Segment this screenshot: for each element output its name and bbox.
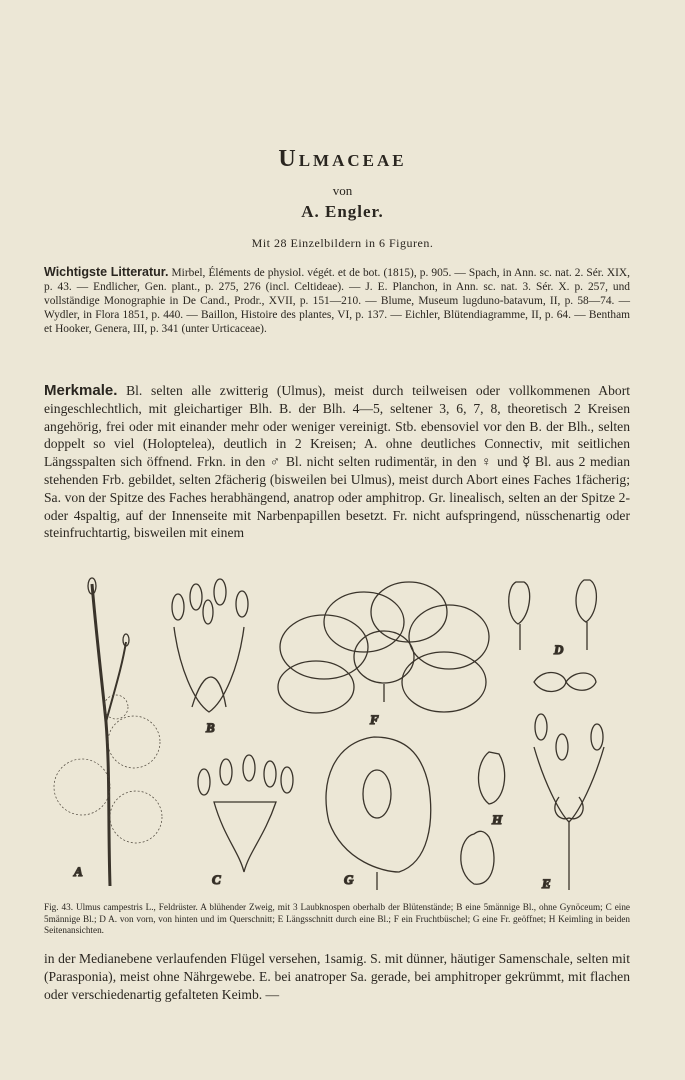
figure-label-b: B (206, 720, 215, 735)
figure-label-h: H (492, 812, 503, 827)
page-title: Ulmaceae (278, 146, 407, 172)
merkmale-paragraph (44, 382, 630, 542)
figure-label-g: G (344, 872, 354, 887)
merkmale-text: Bl. selten alle zwitterig (Ulmus), meist durch teilweisen oder vollkommenen Abort eingeschlechtlich, mit gleichartiger Blh. B. der Blh. 4—5, seltener 3, 6, 7, 8, theoretisch 2 Kreisen angehörig, frei oder mit einander mehr oder weniger vereinigt. Stb. ebensoviel vor den B. der Blh., selten doppelt so viel (Holoptelea), deutlich in 2 Kreisen; A. ohne deutliches Connectiv, mit seitlichen Längsspalten sich öffnend. Frkn. in den ♂ Bl. nicht selten rudimentär, in den ♀ und ☿ Bl. aus 2 median stehenden Frb. gebildet, selten 2fächerig (bisweilen bei Ulmus), meist durch Abort eines Faches 1fächerig; Sa. von der Spitze des Faches herabhängend, anatrop oder amphitrop. Gr. linealisch, selten an der Spitze 2- oder 4spaltig, auf der Innenseite mit Narbenpapillen besetzt. Fr. nicht aufspringend, nüsschenartig oder steinfruchtartig, bisweilen mit einem (44, 383, 630, 541)
figure-label-e: E (542, 876, 551, 891)
figure-f-fruit-cluster (278, 582, 489, 727)
figure-b-flower (172, 579, 248, 735)
figure-label-a: A (74, 864, 83, 879)
illustration-note: Mit 28 Einzelbildern in 6 Figuren. (251, 236, 434, 250)
figure-a-flowering-twig (54, 578, 162, 886)
figure-g-opened-fruit (326, 737, 431, 890)
continuation-paragraph: in der Medianebene verlaufenden Flügel versehen, 1samig. S. mit dünner, häutiger Samenschale, selten mit (Parasponia), meist ohne Nährgewebe. E. bei anatroper Sa. gerade, bei amphitroper gekrümmt, mit flachen oder verschiedenartig gefalteten Keimb. — (44, 951, 630, 1002)
author-name: A. Engler. (301, 202, 384, 221)
botanical-figure (44, 572, 634, 897)
figure-c-flower (198, 755, 293, 887)
literature-paragraph (44, 265, 630, 336)
merkmale-heading: Merkmale. (44, 382, 118, 399)
figure-caption: Fig. 43. Ulmus campestris L., Feldrüster. A blühender Zweig, mit 3 Laubknospen oberhalb der Blütenstände; B eine 5männige Bl., ohne Gynöceum; C eine 5männige Bl.; D A. von vorn, von hinten und im Querschnitt; E Längsschnitt durch eine Bl.; F ein Fruchtbüschel; G eine Fr. geöffnet; H Keimling in beiden Seitenansichten. (44, 902, 630, 936)
figure-d-anthers (509, 580, 597, 691)
literature-heading: Wichtigste Litteratur. (44, 265, 169, 279)
figure-label-c: C (212, 872, 221, 887)
figure-e-flower-section (534, 714, 604, 891)
literature-text: Mirbel, Éléments de physiol. végét. et de bot. (1815), p. 905. — Spach, in Ann. sc. nat. 2. Sér. XIX, p. 43. — Endlicher, Gen. plant., p. 275, 276 (incl. Celtideae). — J. E. Planchon, in Ann. sc. nat. 3. Sér. X. p. 257, und vollständige Monographie in De Cand., Prodr., XVII, p. 151—210. — Blume, Museum lugduno-batavum, II, p. 58—74. — Wydler, in Flora 1851, p. 440. — Baillon, Histoire des plantes, VI, p. 137. — Eichler, Blütendiagramme, II, p. 64. — Bentham et Hooker, Genera, III, p. 341 (unter Urticaceae). (44, 267, 630, 336)
figure-label-f: F (370, 712, 379, 727)
by-line: von (332, 183, 353, 198)
figure-label-d: D (554, 642, 564, 657)
figure-h-seedling (461, 752, 505, 884)
